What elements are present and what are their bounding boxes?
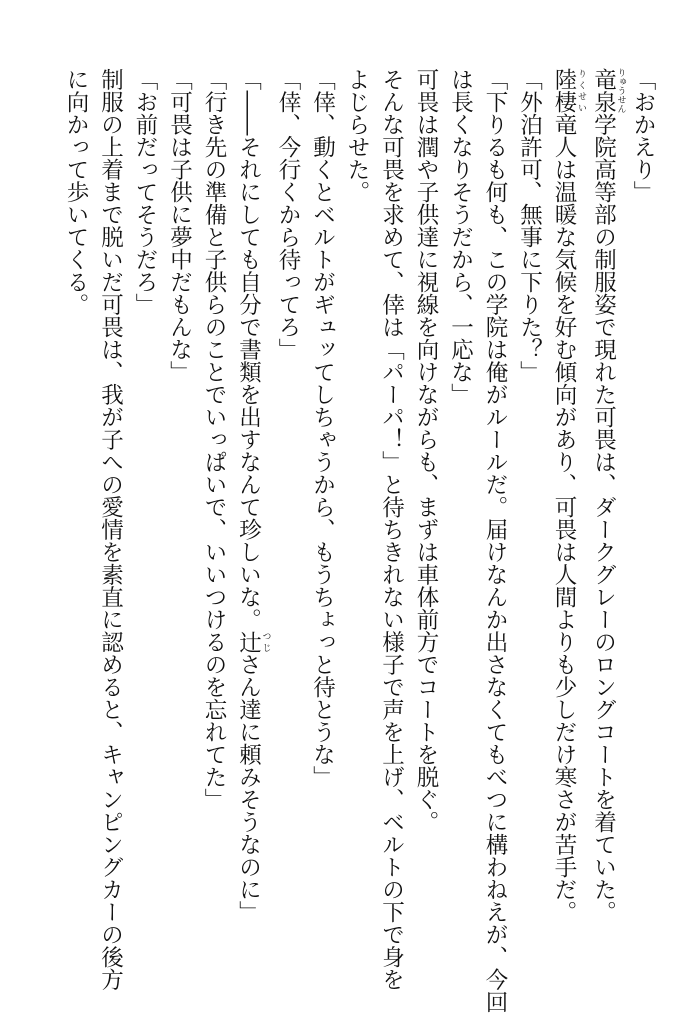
text-line-5: 「下りるも何も、この学院は俺がルールだ。届けなんか出さなくてもべつに構わねえが、今回 bbox=[482, 68, 508, 1013]
ruby-reading-rikusei: りくせい bbox=[576, 68, 586, 113]
ruby-base-ryusen: 竜泉 bbox=[590, 68, 617, 113]
text-line-3 bbox=[547, 68, 587, 988]
text-line-15: 「お前だってそうだろ」 bbox=[132, 68, 158, 316]
text-line-2 bbox=[586, 68, 626, 988]
text-line-9: よじらせた。 bbox=[344, 68, 370, 203]
text-line-16: 制服の上着まで脱いだ可畏は、我が子への愛情を素直に認めると、キャンピングカーの後方 bbox=[97, 68, 124, 991]
text-fragment-line-12: 「――それにしても自分で書類を出すなんて珍しいな。 bbox=[235, 68, 262, 631]
ruby-ryusen bbox=[590, 68, 626, 113]
text-line-13: 「行き先の準備と子供らのことでいっぱいで、いいつけるのを忘れてた」 bbox=[201, 68, 227, 811]
ruby-reading-tsuji: つじ bbox=[260, 630, 271, 653]
text-line-11: 「倖、今行くから待ってろ」 bbox=[275, 68, 301, 361]
text-fragment-gaku: 学 bbox=[590, 113, 617, 136]
text-line-14: 「可畏は子供に夢中だもんな」 bbox=[166, 68, 193, 383]
text-line-7: 可畏は潤や子供達に視線を向けながらも、まずは車体前方でコートを脱ぐ。 bbox=[413, 68, 439, 833]
text-fragment-tsuji-after: さん達に頼みそうなのに」 bbox=[235, 653, 262, 923]
vertical-text-body bbox=[59, 68, 661, 1013]
text-line-12 bbox=[231, 68, 271, 988]
ruby-base-tsuji: 辻 bbox=[235, 630, 262, 653]
text-line-17: に向かって歩いてくる。 bbox=[63, 68, 89, 316]
text-line-6: は長くなりそうだから、一応な」 bbox=[447, 68, 474, 406]
ruby-base-rikusei: 陸棲 bbox=[551, 68, 577, 113]
text-fragment-line-2: 院高等部の制服姿で現れた可畏は、ダークグレーのロングコートを着ていた。 bbox=[590, 135, 617, 923]
text-line-10: 「倖、動くとベルトがギュッてしちゃうから、もうちょっと待とうな」 bbox=[309, 68, 336, 788]
ruby-reading-ryusen: りゅうせん bbox=[615, 68, 626, 113]
ruby-rikusei bbox=[551, 68, 586, 113]
ruby-tsuji bbox=[235, 630, 271, 654]
text-line-8: そんな可畏を求めて、倖は「パーパ！」と待ちきれない様子で声を上げ、ベルトの下で身を bbox=[378, 68, 405, 991]
text-line-4: 「外泊許可、無事に下りた？」 bbox=[516, 68, 543, 383]
text-fragment-line-3: 竜人は温暖な気候を好む傾向があり、可畏は人間よりも少しだけ寒さが苦手だ。 bbox=[551, 113, 577, 923]
text-line-1: 「おかえり」 bbox=[630, 68, 656, 203]
